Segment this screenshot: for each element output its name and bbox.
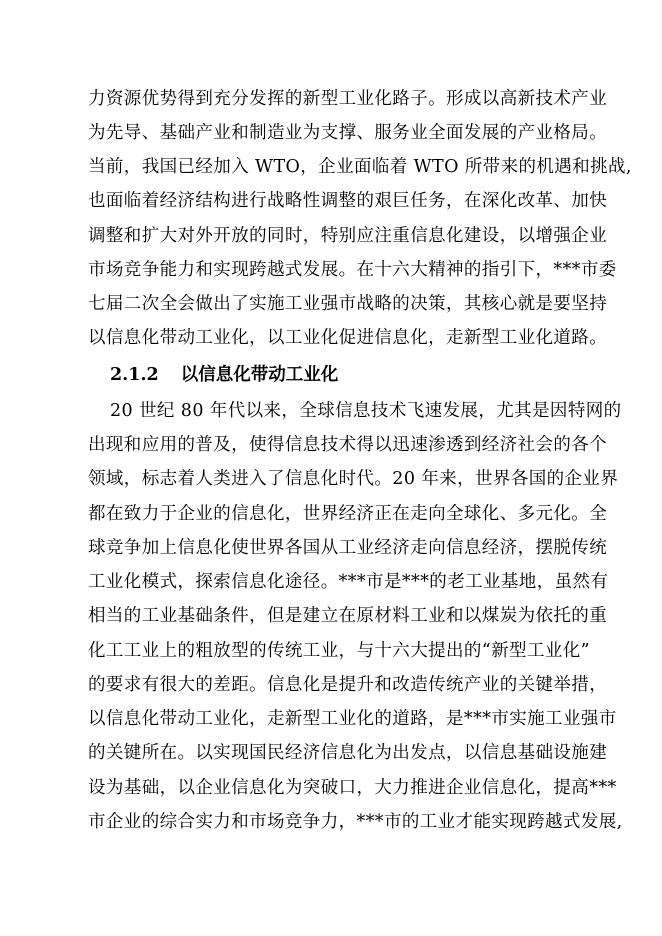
section-number: 2.1.2	[110, 365, 159, 385]
paragraph-2-line-11: 的关键所在。以实现国民经济信息化为出发点，以信息基础设施建	[88, 743, 608, 763]
paragraph-1-line-2: 为先导、基础产业和制造业为支撑、服务业全面发展的产业格局。	[88, 123, 608, 143]
paragraph-1-line-5: 调整和扩大对外开放的同时，特别应注重信息化建设，以增强企业	[88, 226, 608, 246]
paragraph-2-line-5: 球竞争加上信息化使世界各国从工业经济走向信息经济，摆脱传统	[88, 538, 608, 558]
paragraph-2-line-4: 都在致力于企业的信息化，世界经济正在走向全球化、多元化。全	[88, 504, 608, 524]
section-heading	[110, 364, 338, 386]
paragraph-1-line-1: 力资源优势得到充分发挥的新型工业化路子。形成以高新技术产业	[88, 89, 608, 109]
paragraph-2-line-9: 的要求有很大的差距。信息化是提升和改造传统产业的关键举措，	[88, 675, 608, 695]
paragraph-2-line-7: 相当的工业基础条件，但是建立在原材料工业和以煤炭为依托的重	[88, 606, 608, 626]
paragraph-1-line-7: 七届二次全会做出了实施工业强市战略的决策，其核心就是要坚持	[88, 294, 608, 314]
paragraph-1-line-6: 市场竞争能力和实现跨越式发展。在十六大精神的指引下，***市委	[88, 260, 617, 280]
paragraph-2-line-8: 化工工业上的粗放型的传统工业，与十六大提出的“新型工业化”	[88, 641, 590, 661]
paragraph-2-line-2: 出现和应用的普及，使得信息技术得以迅速渗透到经济社会的各个	[88, 435, 608, 455]
section-title: 以信息化带动工业化	[180, 365, 339, 385]
paragraph-2-line-12: 设为基础，以企业信息化为突破口，大力推进企业信息化，提高***	[88, 778, 617, 798]
paragraph-2-line-3: 领域，标志着人类进入了信息化时代。20 年来，世界各国的企业界	[88, 469, 619, 489]
paragraph-2-line-6: 工业化模式，探索信息化途径。***市是***的老工业基地，虽然有	[88, 572, 609, 592]
paragraph-2-line-1: 20 世纪 80 年代以来，全球信息技术飞速发展，尤其是因特网的	[110, 401, 622, 421]
paragraph-1-line-4: 也面临着经济结构进行战略性调整的艰巨任务，在深化改革、加快	[88, 191, 608, 211]
paragraph-1-line-3: 当前，我国已经加入 WTO，企业面临着 WTO 所带来的机遇和挑战,	[88, 157, 632, 177]
paragraph-2-line-13: 市企业的综合实力和市场竞争力，***市的工业才能实现跨越式发展,	[88, 812, 623, 832]
paragraph-1-line-8: 以信息化带动工业化，以工业化促进信息化，走新型工业化道路。	[88, 328, 608, 348]
paragraph-2-line-10: 以信息化带动工业化，走新型工业化的道路，是***市实施工业强市	[88, 709, 617, 729]
